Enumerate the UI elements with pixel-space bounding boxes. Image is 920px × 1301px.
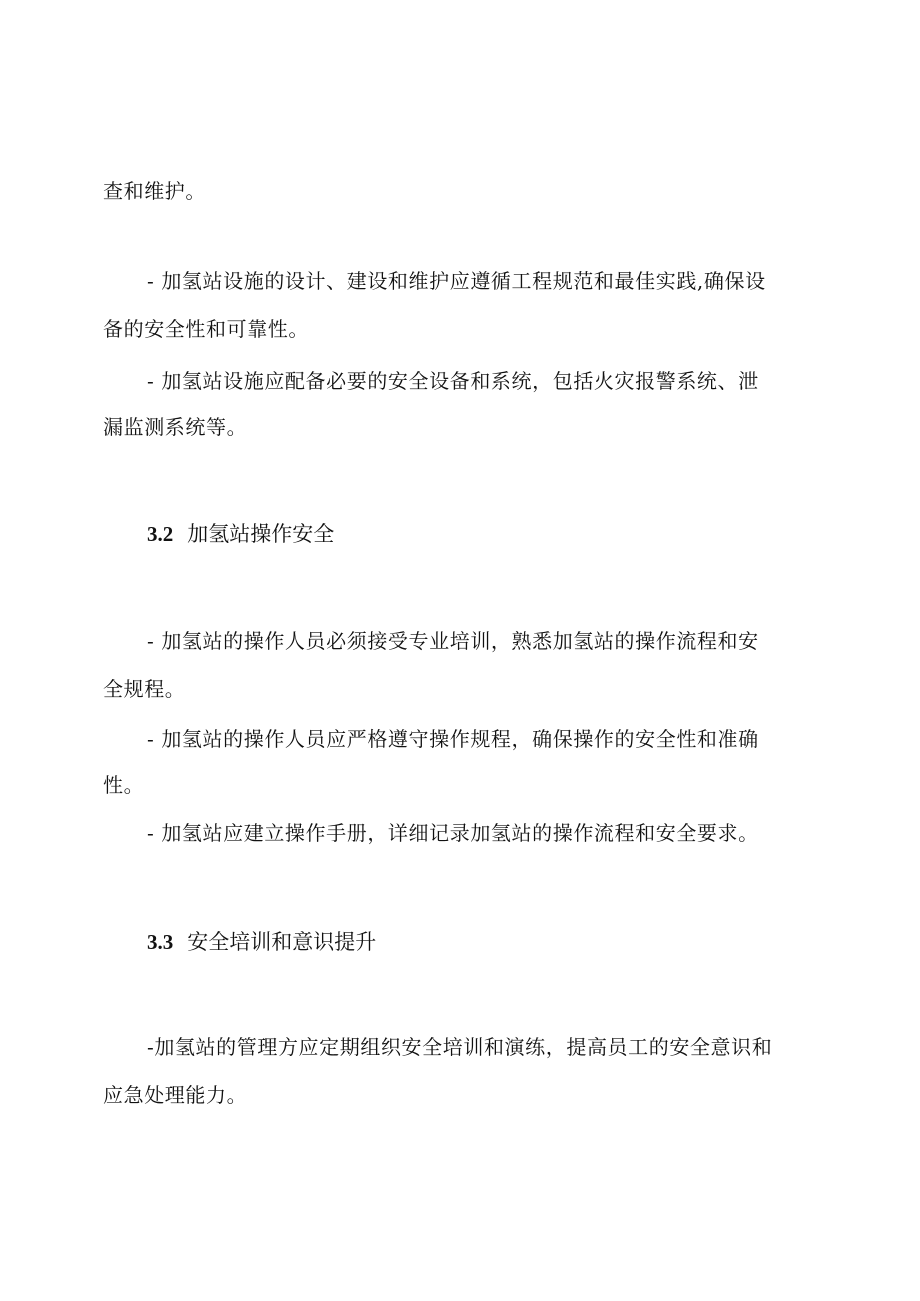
paragraph-line: 全规程。 — [103, 677, 186, 701]
paragraph-line: - 加氢站的操作人员必须接受专业培训，熟悉加氢站的操作流程和安 — [147, 629, 759, 653]
paragraph-line: 应急处理能力。 — [103, 1083, 248, 1107]
paragraph-line: 查和维护。 — [103, 179, 206, 203]
paragraph-line: 性。 — [103, 773, 145, 797]
paragraph-line: - 加氢站设施的设计、建设和维护应遵循工程规范和最佳实践,确保设 — [147, 269, 766, 293]
section-title: 加氢站操作安全 — [187, 522, 335, 546]
paragraph-line: 备的安全性和可靠性。 — [103, 317, 309, 341]
section-number: 3.2 — [147, 522, 174, 546]
paragraph-line: 漏监测系统等。 — [103, 415, 248, 439]
section-number: 3.3 — [147, 930, 174, 954]
section-heading — [147, 928, 376, 956]
paragraph-line: - 加氢站设施应配备必要的安全设备和系统，包括火灾报警系统、泄 — [147, 369, 759, 393]
paragraph-line: - 加氢站应建立操作手册，详细记录加氢站的操作流程和安全要求。 — [147, 821, 759, 845]
section-title: 安全培训和意识提升 — [187, 930, 377, 954]
paragraph-line: -加氢站的管理方应定期组织安全培训和演练，提高员工的安全意识和 — [147, 1035, 773, 1059]
paragraph-line: - 加氢站的操作人员应严格遵守操作规程，确保操作的安全性和准确 — [147, 727, 759, 751]
section-heading — [147, 520, 334, 548]
